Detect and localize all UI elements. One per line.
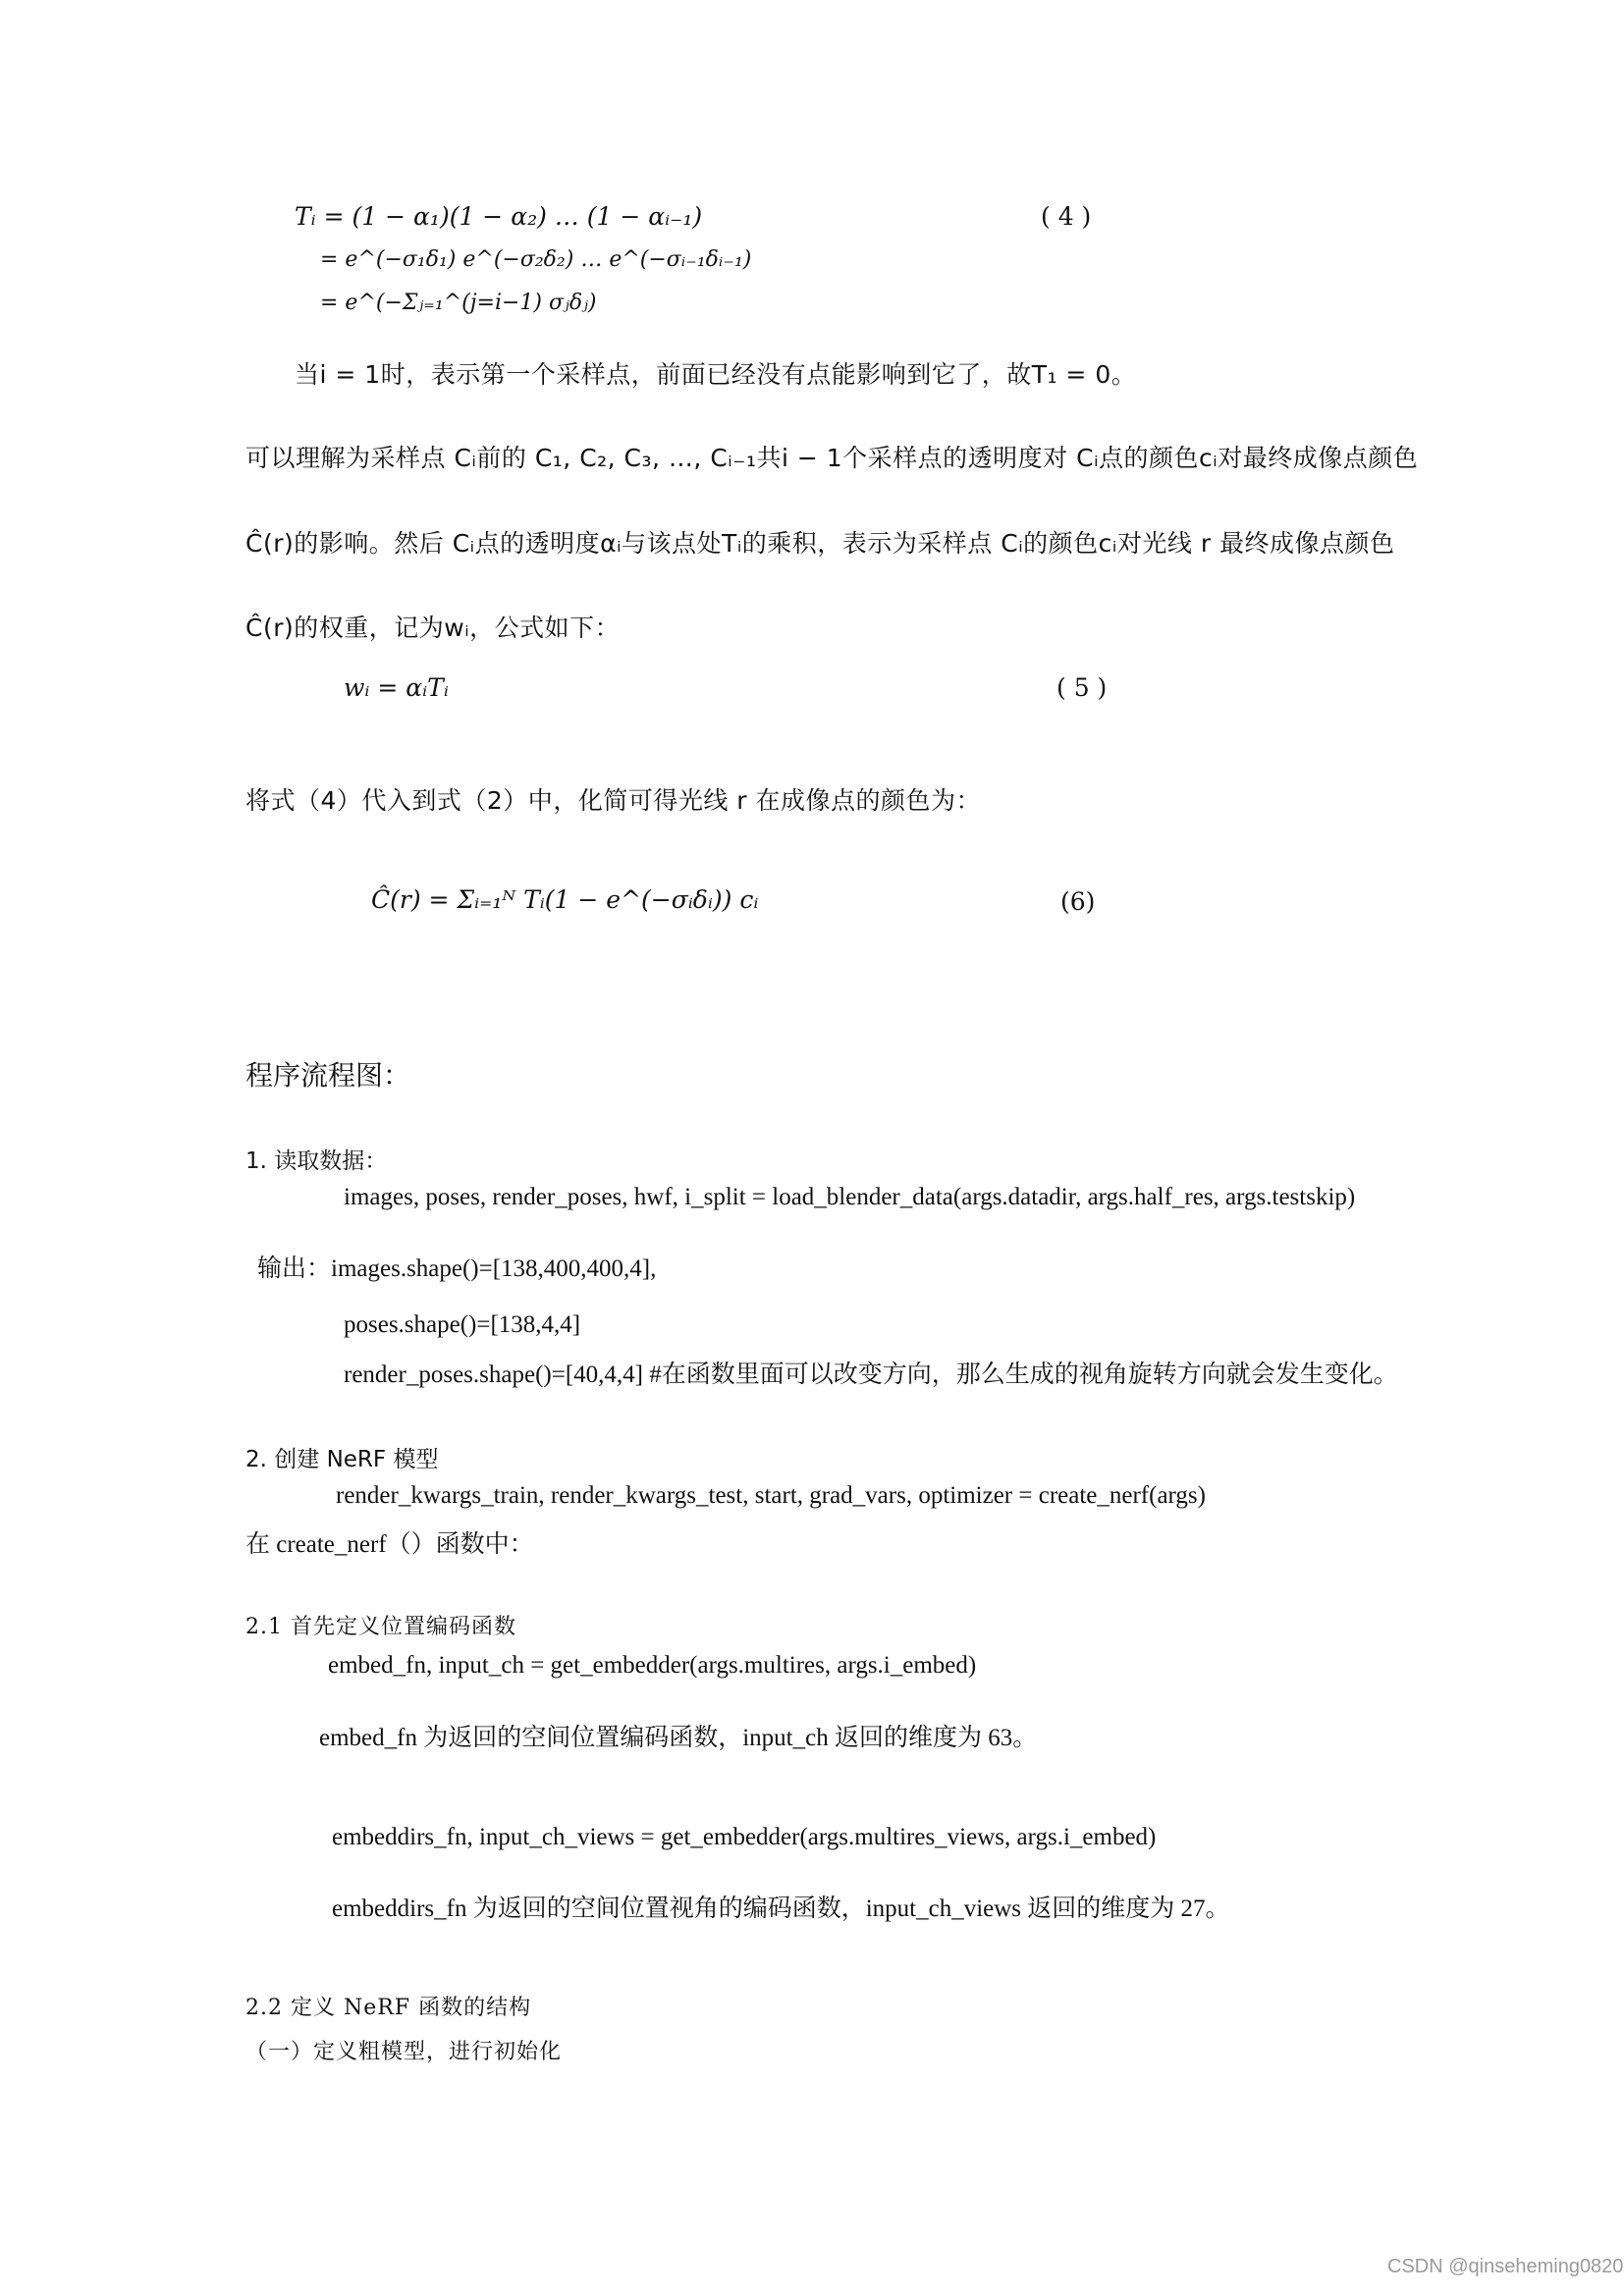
step-2-2-subtitle: （一）定义粗模型，进行初始化	[245, 2040, 563, 2064]
equation-4-line-1: Tᵢ = (1 − α₁)(1 − α₂) … (1 − αᵢ₋₁)	[295, 202, 703, 231]
equation-4-line-3: = e^(−Σⱼ₌₁^(j=i−1) σⱼδⱼ)	[320, 291, 597, 315]
flowchart-heading: 程序流程图：	[245, 1059, 411, 1092]
step-2-1-title: 2.1 首先定义位置编码函数	[245, 1615, 516, 1639]
step-1-code: images, poses, render_poses, hwf, i_split = load_blender_data(args.datadir, args.half_res, args.testskip)	[344, 1184, 1356, 1210]
step-1-title: 1. 读取数据：	[245, 1148, 388, 1174]
step-2-code: render_kwargs_train, render_kwargs_test, start, grad_vars, optimizer = create_nerf(args)	[336, 1482, 1206, 1509]
step-1-output-line: 输出：images.shape()=[138,400,400,4],	[257, 1255, 657, 1282]
paragraph-weight-line-2: Ĉ(r)的影响。然后 Cᵢ点的透明度αᵢ与该点处Tᵢ的乘积，表示为采样点 Cᵢ的颜色cᵢ对光线 r 最终成像点颜色	[245, 529, 1395, 558]
paragraph-substitute: 将式（4）代入到式（2）中，化简可得光线 r 在成像点的颜色为：	[245, 786, 981, 815]
equation-4-line-2: = e^(−σ₁δ₁) e^(−σ₂δ₂) … e^(−σᵢ₋₁δᵢ₋₁)	[320, 247, 752, 272]
equation-5: wᵢ = αᵢTᵢ	[344, 673, 449, 702]
step-1-render-poses-shape: render_poses.shape()=[40,4,4] #在函数里面可以改变方向，那么生成的视角旋转方向就会发生变化。	[344, 1362, 1398, 1388]
step-2-title: 2. 创建 NeRF 模型	[245, 1447, 439, 1472]
equation-6-number: (6)	[1060, 887, 1096, 916]
step-2-1-code-embeddirs: embeddirs_fn, input_ch_views = get_embedder(args.multires_views, args.i_embed)	[332, 1824, 1157, 1850]
step-2-in-function: 在 create_nerf（）函数中：	[245, 1531, 534, 1558]
step-2-1-code-embed: embed_fn, input_ch = get_embedder(args.multires, args.i_embed)	[328, 1652, 977, 1679]
paragraph-weight-line-1: 可以理解为采样点 Cᵢ前的 C₁, C₂, C₃, …, Cᵢ₋₁共i − 1个采样点的透明度对 Cᵢ点的颜色cᵢ对最终成像点颜色	[245, 444, 1419, 472]
step-2-2-title: 2.2 定义 NeRF 函数的结构	[245, 1996, 532, 2020]
step-1-poses-shape: poses.shape()=[138,4,4]	[344, 1311, 581, 1338]
csdn-watermark: CSDN @qinseheming0820	[1387, 2256, 1624, 2277]
paragraph-weight-line-3: Ĉ(r)的权重，记为wᵢ，公式如下：	[245, 614, 621, 642]
step-2-1-desc-embed: embed_fn 为返回的空间位置编码函数，input_ch 返回的维度为 63。	[319, 1725, 1038, 1751]
equation-4-number: ( 4 )	[1041, 202, 1092, 231]
equation-6: Ĉ(r) = Σᵢ₌₁ᴺ Tᵢ(1 − e^(−σᵢδᵢ)) cᵢ	[371, 885, 759, 914]
step-2-1-desc-embeddirs: embeddirs_fn 为返回的空间位置视角的编码函数，input_ch_views 返回的维度为 27。	[332, 1896, 1230, 1922]
equation-5-number: ( 5 )	[1056, 673, 1108, 702]
paragraph-t1-zero: 当i = 1时，表示第一个采样点，前面已经没有点能影响到它了，故T₁ = 0。	[295, 360, 1137, 389]
